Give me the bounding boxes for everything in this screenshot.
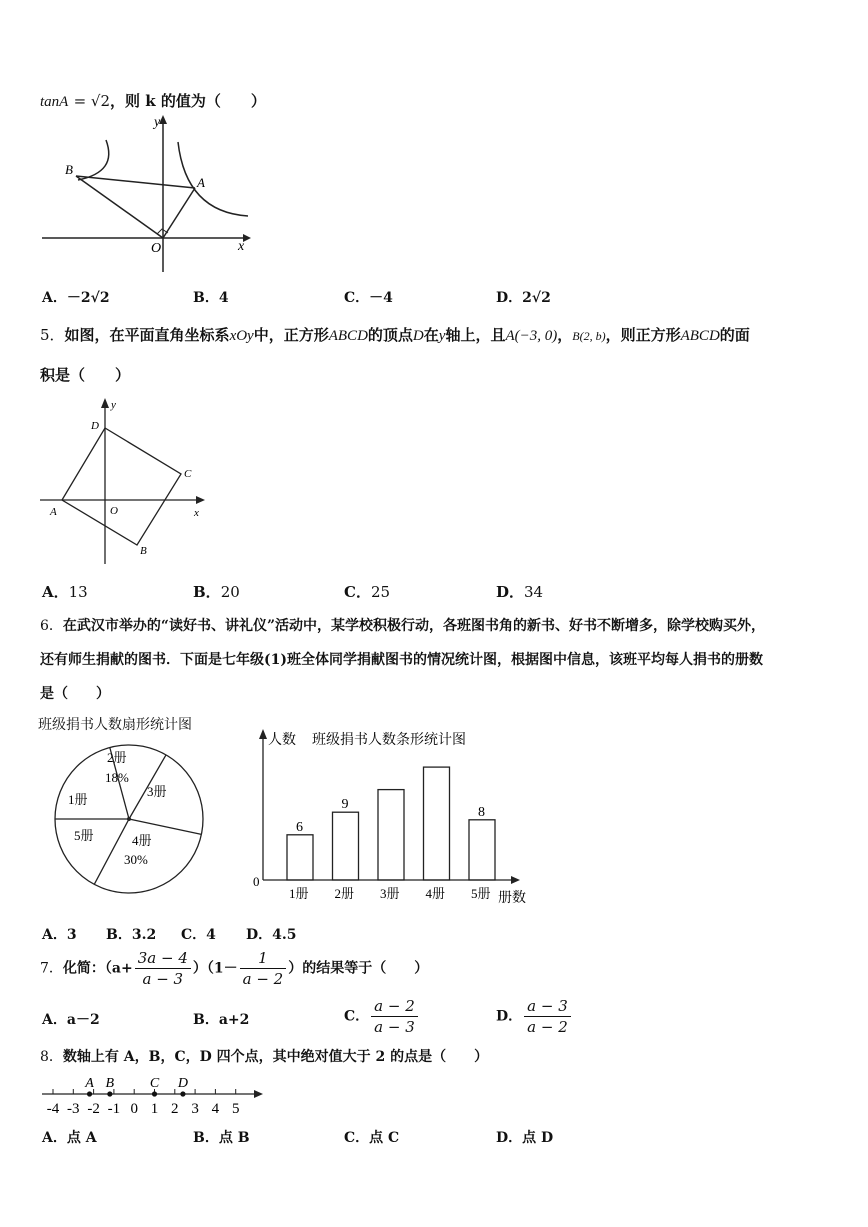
label-x: x (194, 507, 199, 519)
number-line-tick-label: -3 (67, 1101, 80, 1117)
number-line-tick-label: -1 (107, 1101, 121, 1117)
q5-graph (38, 394, 213, 566)
bar-category-label: 3册 (380, 886, 400, 901)
pie-label-4: 4册 (132, 833, 152, 848)
point-label-a: A (85, 1076, 94, 1091)
label-x: x (238, 239, 245, 254)
label-d: D (91, 420, 99, 432)
bar-x-axis-arrow (511, 876, 520, 884)
point-label-b: B (105, 1076, 115, 1091)
point-b (107, 1091, 112, 1096)
pie-label-1: 1册 (68, 792, 88, 807)
point-d (180, 1091, 185, 1096)
q4-option-b[interactable]: B．4 (193, 290, 229, 306)
pie-percent-4: 30% (124, 852, 148, 867)
number-line-tick-label: 1 (150, 1101, 159, 1117)
q6-option-b[interactable]: B．3.2 (106, 927, 157, 943)
bar-chart (248, 722, 538, 910)
pie-center (127, 817, 131, 821)
q5-option-b[interactable]: B．20 (193, 583, 240, 601)
q8-option-a[interactable]: A．点 A (42, 1130, 97, 1146)
pie-label-5: 5册 (74, 828, 94, 843)
label-y: y (111, 399, 116, 411)
point-label-d: D (177, 1076, 188, 1091)
label-o: O (110, 505, 118, 517)
pie-chart-title: 班级捐书人数扇形统计图 (38, 717, 192, 733)
pie-label-3: 3册 (147, 784, 167, 799)
point-c (152, 1091, 157, 1096)
q7-fraction-1: $\frac{3a - 4}{a - 3}$ (135, 948, 191, 989)
q8-option-c[interactable]: C．点 C (344, 1130, 400, 1146)
q7-option-d[interactable]: D． $\frac{a - 3}{a - 2}$ (496, 996, 573, 1037)
bar-4 (424, 767, 450, 880)
number-line-tick-label: 0 (130, 1101, 138, 1117)
bar-data-label: 9 (341, 797, 349, 813)
q8-option-b[interactable]: B．点 B (193, 1130, 250, 1146)
hyperbola-left-branch (78, 140, 109, 180)
bar-y-label: 人数 (268, 733, 296, 748)
number-line-tick-label: 4 (211, 1101, 220, 1117)
segment-bo (76, 176, 163, 238)
segment-ao (163, 188, 195, 238)
bar-category-label: 5册 (471, 886, 491, 901)
bar-x-label: 册数 (498, 891, 526, 906)
point-label-c: C (149, 1076, 160, 1091)
q4-option-c[interactable]: C．－4 (344, 290, 393, 306)
bar-category-label: 2册 (334, 886, 355, 901)
bar-y-axis-arrow (259, 729, 267, 739)
q8-stem: 8．数轴上有 A，B，C，D 四个点，其中绝对值大于 2 的点是（ ） (40, 1049, 489, 1065)
q4-option-d[interactable]: D．2√2 (496, 290, 551, 306)
label-c: C (184, 468, 192, 480)
q7-option-a[interactable]: A．a－2 (42, 1012, 100, 1028)
q7-option-c[interactable]: C． $\frac{a - 2}{a - 3}$ (344, 996, 420, 1037)
q5-option-c[interactable]: C．25 (344, 583, 391, 601)
pie-percent-2: 18% (105, 770, 129, 785)
q6-option-c[interactable]: C．4 (181, 927, 216, 943)
bar-data-label: 8 (478, 804, 485, 820)
bar-1 (287, 835, 313, 880)
q6-stem-line3: 是（ ） (40, 686, 110, 702)
bar-3 (378, 790, 404, 880)
q7-fraction-2: $\frac{1}{a - 2}$ (240, 948, 287, 989)
q6-option-d[interactable]: D．4.5 (246, 927, 297, 943)
number-line-tick-label: 2 (171, 1101, 179, 1117)
bar-origin-label: 0 (253, 874, 260, 889)
number-line-tick-label: -4 (46, 1101, 60, 1117)
point-a (87, 1091, 92, 1096)
bar-category-label: 4册 (425, 886, 446, 901)
number-line-arrow (254, 1090, 263, 1098)
label-b: B (65, 162, 73, 177)
label-a: A (50, 506, 57, 518)
q7-option-b[interactable]: B．a+2 (193, 1012, 250, 1028)
square-abcd (62, 428, 181, 545)
q4-graph (38, 112, 253, 280)
x-axis-arrow (196, 496, 205, 504)
bar-data-label: 6 (296, 819, 303, 835)
y-axis-arrow (101, 398, 109, 408)
bar-2 (333, 812, 359, 880)
pie-chart (50, 740, 210, 900)
number-line-marks (47, 1076, 240, 1117)
label-o: O (151, 241, 162, 256)
q5-option-a[interactable]: A．13 (42, 583, 88, 601)
hyperbola-right-branch (178, 142, 248, 216)
q8-number-line (38, 1073, 268, 1118)
q5-option-d[interactable]: D．34 (496, 583, 544, 601)
label-b: B (140, 545, 147, 557)
q6-stem-line2: 还有师生捐献的图书．下面是七年级(1)班全体同学捐献图书的情况统计图，根据图中信息，该班平均每人捐书的册数 (40, 652, 763, 668)
q4-option-a[interactable]: A．－2√2 (42, 290, 110, 306)
q6-option-a[interactable]: A．3 (42, 927, 77, 943)
label-a: A (197, 175, 205, 190)
bar-5 (469, 820, 495, 880)
bar-category-label: 1册 (289, 886, 309, 901)
q7-stem: 7．化简：（a+ $\frac{3a - 4}{a - 3}$ ）（1－ $\frac{1}{a - 2}$ ）的结果等于（ ） (40, 949, 429, 988)
q5-stem-line2: 积是（ ） (40, 366, 131, 384)
number-line-tick-label: 3 (191, 1101, 199, 1117)
bar-series (287, 767, 495, 901)
q8-option-d[interactable]: D．点 D (496, 1130, 554, 1146)
pie-label-2: 2册 (107, 750, 127, 765)
q5-stem-line1: 5．如图，在平面直角坐标系xOy中，正方形ABCD的顶点D在y轴上，且A(−3, 0)，B(2, b)，则正方形ABCD的面 (40, 326, 750, 344)
q6-stem-line1: 6．在武汉市举办的“读好书、讲礼仪”活动中，某学校积极行动，各班图书角的新书、好书不断增多，除学校购买外， (40, 618, 766, 634)
bar-chart-title: 班级捐书人数条形统计图 (312, 733, 466, 748)
segment-ba (76, 176, 195, 188)
number-line-tick-label: -2 (87, 1101, 100, 1117)
number-line-tick-label: 5 (231, 1101, 240, 1117)
q4-stem: tanA = √2，则 k 的值为（ ） (40, 92, 266, 110)
label-y: y (154, 115, 161, 130)
